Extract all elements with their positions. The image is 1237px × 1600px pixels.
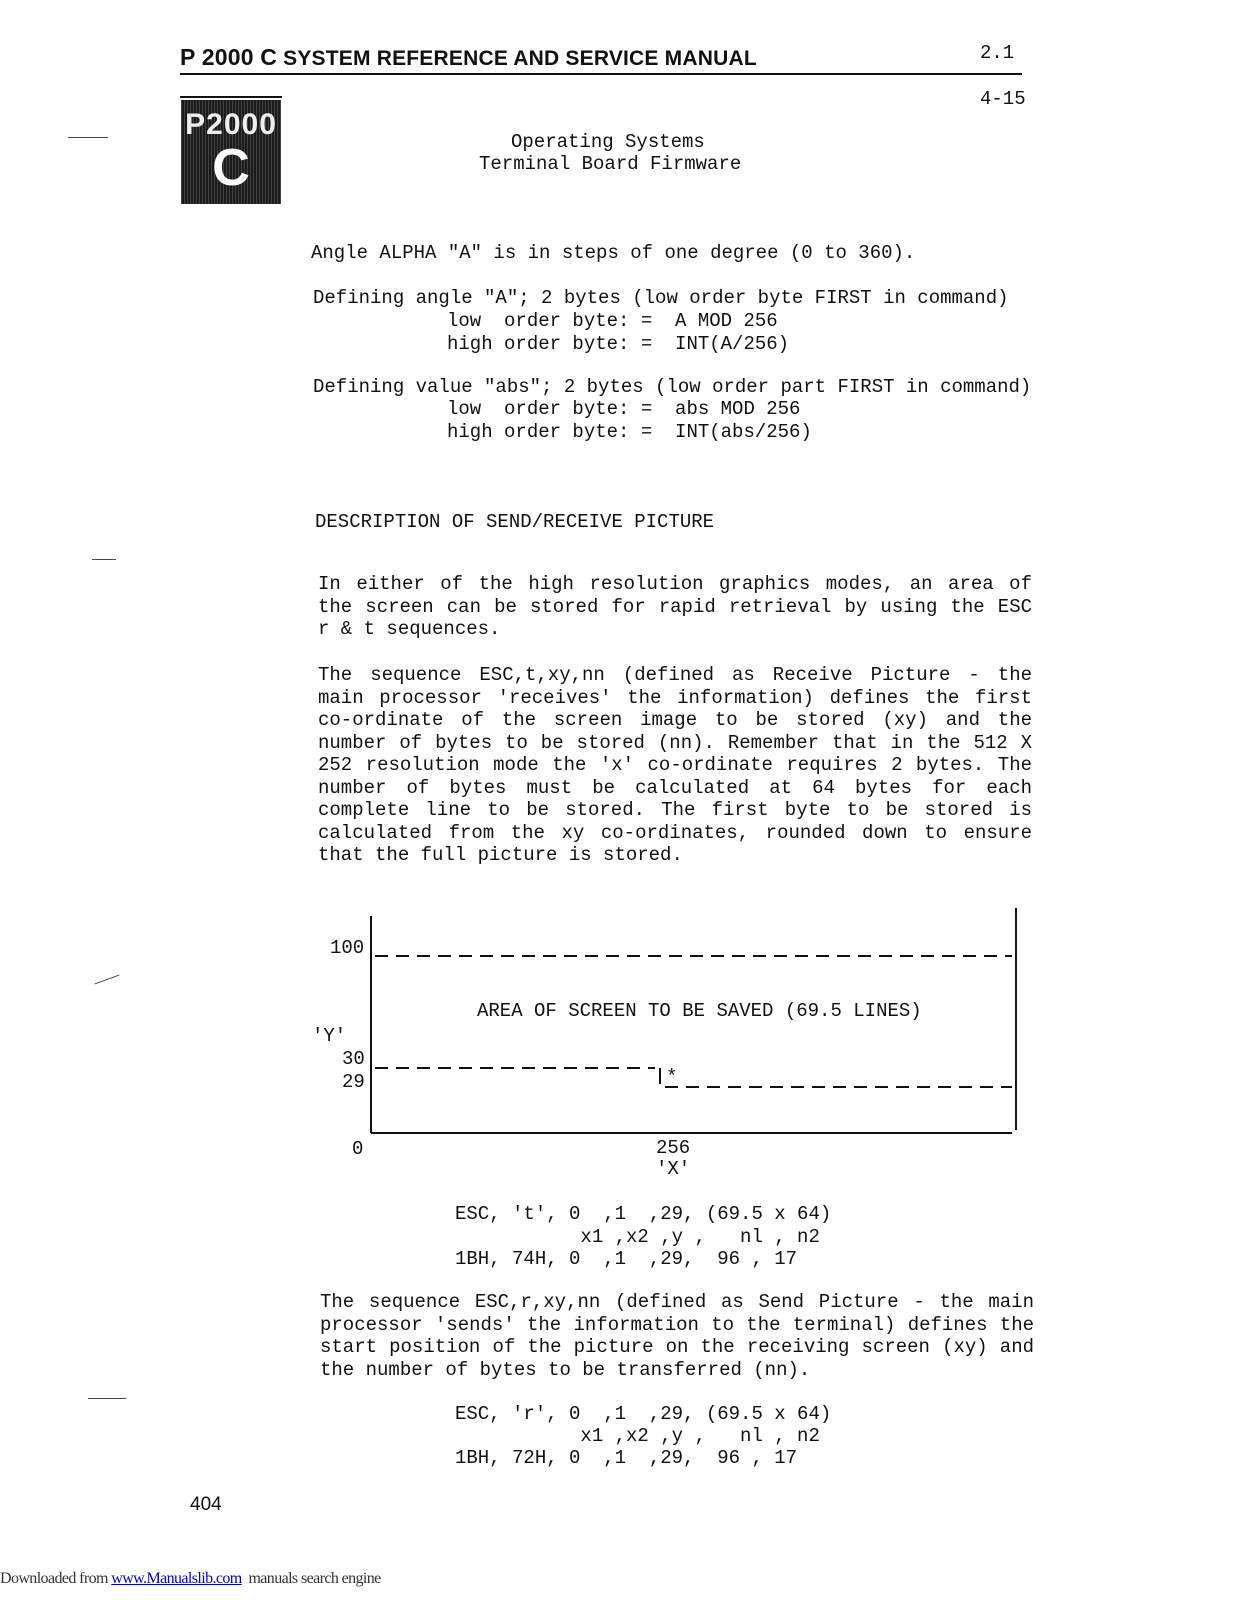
area-to-save-label: AREA OF SCREEN TO BE SAVED (69.5 LINES) [477,1000,922,1022]
heading-line-2: Terminal Board Firmware [479,153,742,175]
code-r-line-1: ESC, 'r', 0 ,1 ,29, (69.5 x 64) [455,1403,832,1425]
abs-low-byte: low order byte: = abs MOD 256 [447,398,801,420]
manual-title-brand: P 2000 C [180,44,278,70]
page-number: 404 [190,1494,222,1515]
y-label-30: 30 [342,1048,365,1070]
paragraph-intro: In either of the high resolution graphics modes, an area of the screen can be stored for rapid retrieval by using the ESC r & t sequences. [318,573,1032,640]
code-r-line-2: x1 ,x2 ,y , nl , n2 [455,1425,820,1447]
code-r-line-3: 1BH, 72H, 0 ,1 ,29, 96 , 17 [455,1447,798,1469]
manualslib-link[interactable]: www.Manualslib.com [111,1570,242,1587]
define-angle-a: Defining angle "A"; 2 bytes (low order byte FIRST in command) [313,287,1009,309]
y-label-29: 29 [342,1071,365,1093]
y-axis-title: 'Y' [312,1025,347,1047]
manual-title-rest: SYSTEM REFERENCE AND SERVICE MANUAL [277,47,757,70]
page-reference: 4-15 [980,88,1026,110]
paragraph-receive-picture: The sequence ESC,t,xy,nn (defined as Receive Picture - the main processor 'receives' the information) defines the first co-ordinate of the screen image to be stored (xy) and the number of bytes to be stored (nn). Remember that in the 512 X 252 resolution mode the 'x' co-ordinate requires 2 bytes. The number of bytes must be calculated at 64 bytes for each complete line to be stored. The first byte to be stored is calculated from the xy co-ordinates, rounded down to ensure that the full picture is stored. [318,664,1032,866]
define-abs: Defining value "abs"; 2 bytes (low order part FIRST in command) [313,376,1032,398]
x-label-256: 256 [656,1137,691,1159]
section-number: 2.1 [980,42,1015,64]
paragraph-send-picture: The sequence ESC,r,xy,nn (defined as Send Picture - the main processor 'sends' the information to the terminal) defines the start position of the picture on the receiving screen (xy) and the number of bytes to be transferred (nn). [320,1291,1034,1381]
logo-top-text: P2000 [185,108,277,141]
abs-high-byte: high order byte: = INT(abs/256) [447,421,812,443]
code-t-line-2: x1 ,x2 ,y , nl , n2 [455,1226,820,1248]
download-footer [0,1570,381,1588]
heading-line-1: Operating Systems [511,131,705,153]
footer-prefix: Downloaded from [0,1570,112,1587]
angle-a-low-byte: low order byte: = A MOD 256 [447,310,778,332]
footer-suffix: manuals search engine [241,1570,381,1587]
angle-intro: Angle ALPHA "A" is in steps of one degree (0 to 360). [311,242,916,264]
code-t-line-1: ESC, 't', 0 ,1 ,29, (69.5 x 64) [455,1203,832,1225]
section-title: DESCRIPTION OF SEND/RECEIVE PICTURE [315,511,715,533]
x-axis-title: 'X' [656,1158,691,1180]
y-label-100: 100 [330,937,365,959]
y-label-0: 0 [352,1138,364,1160]
start-point-marker: * [666,1066,678,1088]
logo-letter: C [212,139,250,197]
angle-a-high-byte: high order byte: = INT(A/256) [447,333,790,355]
code-t-line-3: 1BH, 74H, 0 ,1 ,29, 96 , 17 [455,1248,798,1270]
